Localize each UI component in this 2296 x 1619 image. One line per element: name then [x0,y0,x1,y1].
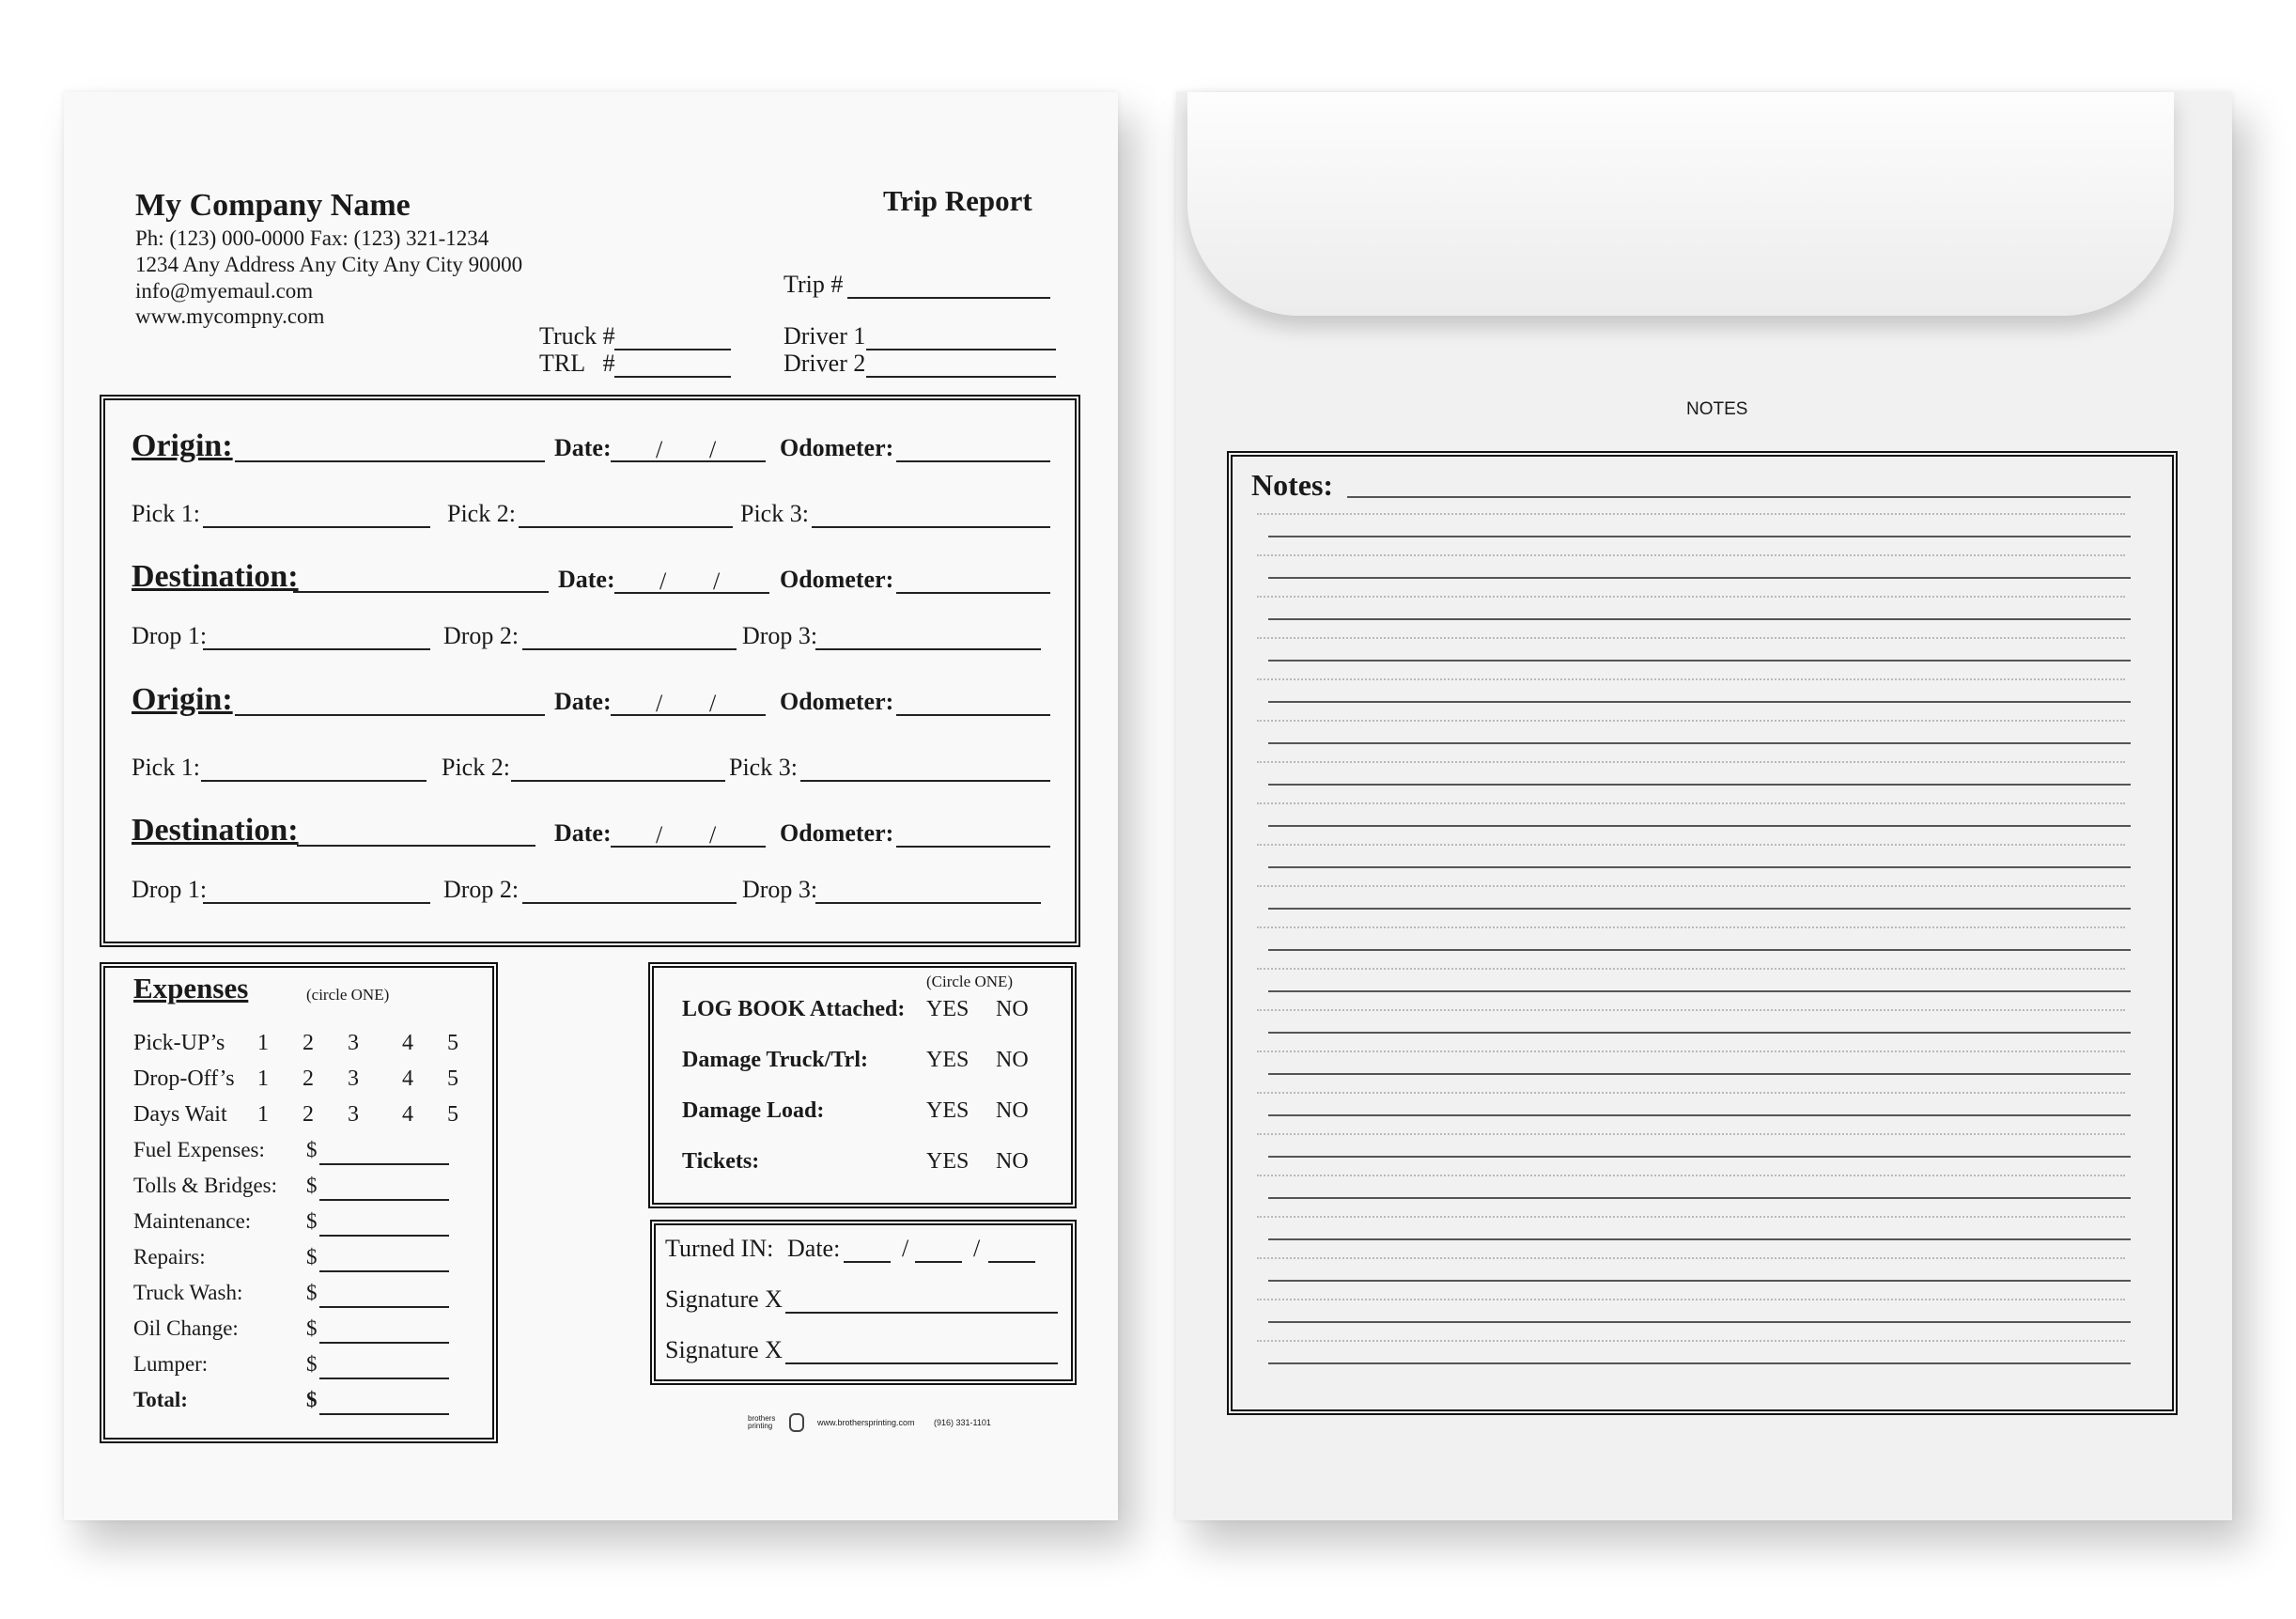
company-website: www.mycompny.com [135,304,325,328]
expense-money-label: Maintenance: [133,1209,252,1233]
notes-guide-line [1257,926,2125,928]
origin2-date-field[interactable] [611,714,766,716]
destination2-odometer-field[interactable] [896,846,1050,848]
destination2-field[interactable] [297,845,535,847]
printer-logo-icon [789,1413,804,1432]
notes-writing-line[interactable] [1268,618,2131,620]
expense-money-label: Fuel Expenses: [133,1138,265,1161]
expense-money-field[interactable] [319,1378,449,1379]
expense-money-field[interactable] [319,1270,449,1272]
pick1-label: Pick 1: [132,500,200,527]
notes-guide-line [1257,1216,2125,1218]
destination1-label: Destination: [132,559,299,594]
date-slash: / [656,690,663,717]
turnin-date-year[interactable] [988,1261,1035,1263]
notes-writing-line[interactable] [1268,949,2131,951]
trip-legs-box [100,395,1080,947]
expense-count-option[interactable]: 3 [348,1102,359,1127]
pick3-field[interactable] [800,780,1050,782]
date-slash: / [713,568,721,595]
expense-money-field[interactable] [319,1306,449,1308]
drop1-label: Drop 1: [132,622,208,649]
dollar-sign: $ [306,1388,318,1411]
expense-money-field[interactable] [319,1342,449,1344]
notes-guide-line [1257,637,2125,639]
origin2-label: Origin: [132,682,233,717]
notes-guide-line [1257,678,2125,680]
driver2-field[interactable] [866,376,1056,378]
notes-guide-line [1257,1051,2125,1052]
notes-guide-line [1257,761,2125,763]
envelope-flap [1187,92,2174,316]
dollar-sign: $ [306,1316,318,1340]
pick2-label: Pick 2: [447,500,516,527]
expense-count-option[interactable]: 2 [303,1031,314,1055]
no-option[interactable]: NO [996,997,1029,1021]
pick3-label: Pick 3: [729,754,798,781]
company-address: 1234 Any Address Any City Any City 90000 [135,253,523,276]
notes-writing-line[interactable] [1268,1362,2131,1364]
notes-writing-line[interactable] [1268,825,2131,827]
notes-writing-line[interactable] [1268,1197,2131,1199]
destination1-odometer-field[interactable] [896,592,1050,594]
destination1-date-label: Date: [558,566,615,593]
yes-option[interactable]: YES [926,1098,970,1123]
signature2-field[interactable] [785,1362,1058,1364]
drop2-field[interactable] [522,648,737,650]
checks-circle-note: (Circle ONE) [926,973,1014,990]
origin1-odometer-label: Odometer: [780,434,894,461]
expense-money-label: Oil Change: [133,1316,239,1340]
origin2-odometer-label: Odometer: [780,688,894,715]
origin2-field[interactable] [235,714,545,716]
date-slash: / [659,568,667,595]
origin1-date-label: Date: [554,434,612,461]
notes-writing-line[interactable] [1268,577,2131,579]
notes-guide-line [1257,1092,2125,1094]
notes-writing-line[interactable] [1268,742,2131,744]
notes-guide-line [1257,844,2125,846]
expense-money-label: Total: [133,1388,188,1411]
form-title: Trip Report [883,184,1032,217]
notes-guide-line [1257,1257,2125,1259]
origin2-date-label: Date: [554,688,612,715]
notes-guide-line [1257,1175,2125,1176]
turnin-date-label: Date: [787,1235,841,1262]
check-row-label: Damage Load: [682,1098,825,1123]
expense-count-label: Pick-UP’s [133,1031,225,1055]
notes-guide-line [1257,885,2125,887]
notes-writing-line[interactable] [1268,701,2131,703]
expense-count-option[interactable]: 5 [447,1031,458,1055]
origin1-label: Origin: [132,428,233,463]
expense-count-option[interactable]: 4 [402,1102,413,1127]
pick3-field[interactable] [812,526,1050,528]
date-slash: / [656,821,663,848]
notes-writing-line[interactable] [1268,908,2131,910]
drop3-field[interactable] [815,902,1041,904]
notes-guide-line [1257,554,2125,556]
expense-money-label: Tolls & Bridges: [133,1174,278,1197]
date-slash: / [902,1235,909,1262]
no-option[interactable]: NO [996,1048,1029,1072]
origin1-date-field[interactable] [611,460,766,462]
date-slash: / [709,436,717,463]
notes-writing-line[interactable] [1268,660,2131,662]
yes-option[interactable]: YES [926,1048,970,1072]
notes-writing-line[interactable] [1268,1321,2131,1323]
date-slash: / [709,821,717,848]
notes-guide-line [1257,802,2125,804]
company-phone-fax: Ph: (123) 000-0000 Fax: (123) 321-1234 [135,226,489,250]
driver1-field[interactable] [866,349,1056,350]
yes-option[interactable]: YES [926,1149,970,1174]
trip-number-field[interactable] [847,297,1050,299]
date-slash: / [973,1235,981,1262]
signature1-field[interactable] [785,1312,1058,1314]
date-slash: / [656,436,663,463]
drop2-label: Drop 2: [443,622,520,649]
notes-guide-line [1257,596,2125,598]
company-email: info@myemaul.com [135,279,314,303]
expense-count-option[interactable]: 5 [447,1066,458,1091]
notes-guide-line [1257,720,2125,722]
drop3-field[interactable] [815,648,1041,650]
origin1-field[interactable] [235,460,545,462]
dollar-sign: $ [306,1138,318,1161]
notes-writing-line[interactable] [1268,990,2131,992]
dollar-sign: $ [306,1245,318,1269]
truck-number-label: Truck # [539,322,615,350]
expense-count-label: Drop-Off’s [133,1066,235,1091]
expense-money-label: Truck Wash: [133,1281,243,1304]
notes-writing-line[interactable] [1268,866,2131,868]
expense-count-option[interactable]: 1 [257,1031,269,1055]
destination1-field[interactable] [293,591,549,593]
trl-number-field[interactable] [614,376,731,378]
pick2-field[interactable] [511,780,725,782]
destination1-odometer-label: Odometer: [780,566,894,593]
expense-count-option[interactable]: 3 [348,1066,359,1091]
expense-money-field[interactable] [319,1235,449,1237]
drop3-label: Drop 3: [742,876,818,903]
company-name: My Company Name [135,188,411,223]
expense-count-option[interactable]: 2 [303,1102,314,1127]
expense-money-label: Lumper: [133,1352,209,1376]
drop2-label: Drop 2: [443,876,520,903]
trl-number-label: TRL # [539,350,615,377]
notes-first-line[interactable] [1347,496,2131,498]
notes-writing-line[interactable] [1268,784,2131,786]
date-slash: / [709,690,717,717]
dollar-sign: $ [306,1209,318,1233]
signature1-label: Signature X [665,1285,783,1313]
notes-writing-line[interactable] [1268,1114,2131,1116]
destination2-date-field[interactable] [611,846,766,848]
expense-count-option[interactable]: 2 [303,1066,314,1091]
dollar-sign: $ [306,1281,318,1304]
pick1-label: Pick 1: [132,754,200,781]
drop1-field[interactable] [203,902,430,904]
turned-in-label: Turned IN: [665,1235,774,1262]
notes-writing-line[interactable] [1268,536,2131,537]
notes-guide-line [1257,1009,2125,1011]
notes-writing-line[interactable] [1268,1073,2131,1075]
expense-money-label: Repairs: [133,1245,206,1269]
notes-guide-line [1257,1340,2125,1342]
expense-count-option[interactable]: 3 [348,1031,359,1055]
dollar-sign: $ [306,1352,318,1376]
expense-count-option[interactable]: 4 [402,1031,413,1055]
expenses-title: Expenses [133,972,249,1004]
expense-money-field[interactable] [319,1163,449,1165]
origin1-odometer-field[interactable] [896,460,1050,462]
turnin-date-month[interactable] [844,1261,891,1263]
notes-label: Notes: [1251,468,1334,502]
no-option[interactable]: NO [996,1149,1029,1174]
driver1-label: Driver 1 [783,322,866,350]
expense-money-field[interactable] [319,1199,449,1201]
dollar-sign: $ [306,1174,318,1197]
yes-option[interactable]: YES [926,997,970,1021]
printer-phone: (916) 331-1101 [934,1418,991,1427]
expense-count-option[interactable]: 1 [257,1102,269,1127]
notes-writing-line[interactable] [1268,1032,2131,1034]
trip-number-label: Trip # [783,271,844,298]
check-row-label: Damage Truck/Trl: [682,1048,868,1072]
expense-count-option[interactable]: 1 [257,1066,269,1091]
expense-money-field[interactable] [319,1413,449,1415]
printer-logo-text: brothers printing [748,1414,776,1430]
notes-writing-line[interactable] [1268,1238,2131,1240]
truck-number-field[interactable] [614,349,731,350]
check-row-label: LOG BOOK Attached: [682,997,906,1021]
origin2-odometer-field[interactable] [896,714,1050,716]
turnin-date-day[interactable] [915,1261,962,1263]
expense-count-option[interactable]: 5 [447,1102,458,1127]
pick2-field[interactable] [519,526,733,528]
expense-count-label: Days Wait [133,1102,227,1127]
destination2-date-label: Date: [554,819,612,847]
notes-guide-line [1257,513,2125,515]
destination1-date-field[interactable] [614,592,769,594]
notes-writing-line[interactable] [1268,1156,2131,1158]
signature2-label: Signature X [665,1336,783,1363]
notes-guide-line [1257,968,2125,970]
expense-count-option[interactable]: 4 [402,1066,413,1091]
printer-site: www.brothersprinting.com [817,1418,915,1427]
drop3-label: Drop 3: [742,622,818,649]
check-row-label: Tickets: [682,1149,760,1174]
destination2-odometer-label: Odometer: [780,819,894,847]
expenses-circle-note: (circle ONE) [306,986,390,1004]
pick3-label: Pick 3: [740,500,809,527]
pick1-field[interactable] [203,526,430,528]
notes-guide-line [1257,1299,2125,1300]
drop1-field[interactable] [203,648,430,650]
notes-writing-line[interactable] [1268,1280,2131,1282]
drop2-field[interactable] [522,902,737,904]
no-option[interactable]: NO [996,1098,1029,1123]
drop1-label: Drop 1: [132,876,208,903]
destination2-label: Destination: [132,813,299,848]
notes-top-label: NOTES [1686,399,1748,419]
driver2-label: Driver 2 [783,350,866,377]
pick1-field[interactable] [201,780,427,782]
pick2-label: Pick 2: [442,754,510,781]
notes-guide-line [1257,1133,2125,1135]
